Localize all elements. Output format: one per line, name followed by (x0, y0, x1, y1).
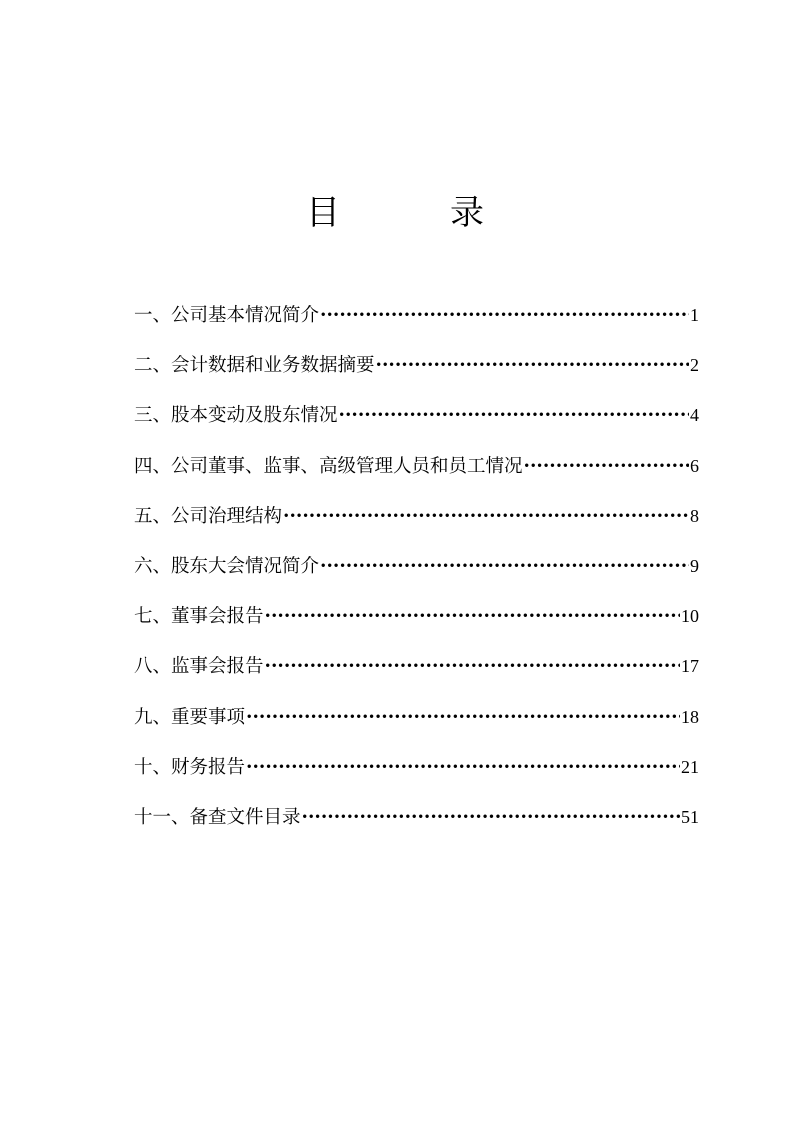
toc-entry-label: 十、财务报告 (134, 756, 246, 778)
toc-entry-page: 4 (690, 405, 699, 426)
toc-entry-label: 八、监事会报告 (134, 656, 264, 678)
toc-entry-label: 九、重要事项 (134, 706, 246, 728)
toc-entry[interactable] (134, 750, 699, 800)
toc-dot-leader (246, 701, 680, 735)
toc-dot-leader (265, 650, 680, 684)
title-char-1: 目 (306, 193, 340, 233)
toc-entry-label: 五、公司治理结构 (134, 505, 283, 527)
toc-dot-leader (320, 299, 689, 333)
toc-entry-page: 51 (681, 806, 699, 827)
toc-entry[interactable] (134, 449, 699, 499)
toc-entry[interactable] (134, 549, 699, 599)
toc-entry-page: 21 (681, 756, 699, 777)
toc-entry-page: 6 (690, 455, 699, 476)
toc-entry[interactable] (134, 700, 699, 750)
toc-entry-page: 10 (681, 606, 699, 627)
toc-entry[interactable] (134, 499, 699, 549)
toc-entry-label: 二、会计数据和业务数据摘要 (134, 355, 375, 377)
toc-entry-page: 8 (690, 505, 699, 526)
toc-entry-label: 六、股东大会情况简介 (134, 555, 320, 577)
toc-entry[interactable] (134, 649, 699, 699)
toc-entry-label: 七、董事会报告 (134, 606, 264, 628)
toc-entry[interactable] (134, 348, 699, 398)
toc-entry-label: 十一、备查文件目录 (134, 806, 301, 828)
toc-entry-page: 18 (681, 706, 699, 727)
toc-dot-leader (302, 801, 680, 835)
toc-entry[interactable] (134, 398, 699, 448)
toc-entry[interactable] (134, 599, 699, 649)
toc-dot-leader (339, 399, 689, 433)
title-char-2: 录 (450, 193, 484, 233)
toc-entry-label: 四、公司董事、监事、高级管理人员和员工情况 (134, 455, 523, 477)
toc-entry[interactable] (134, 298, 699, 348)
toc-entry-label: 一、公司基本情况简介 (134, 305, 320, 326)
toc-dot-leader (376, 349, 689, 383)
toc-entry-page: 2 (690, 355, 699, 376)
toc-dot-leader (265, 600, 680, 634)
page-title (0, 188, 794, 238)
toc-dot-leader (283, 500, 689, 534)
toc-dot-leader (524, 450, 689, 484)
toc-entry-page: 17 (681, 656, 699, 677)
toc-dot-leader (320, 550, 689, 584)
toc-dot-leader (246, 751, 680, 785)
toc-entry[interactable] (134, 800, 699, 850)
table-of-contents (134, 298, 699, 850)
toc-entry-page: 9 (690, 555, 699, 576)
toc-entry-label: 三、股本变动及股东情况 (134, 405, 338, 427)
toc-entry-page: 1 (690, 305, 699, 325)
